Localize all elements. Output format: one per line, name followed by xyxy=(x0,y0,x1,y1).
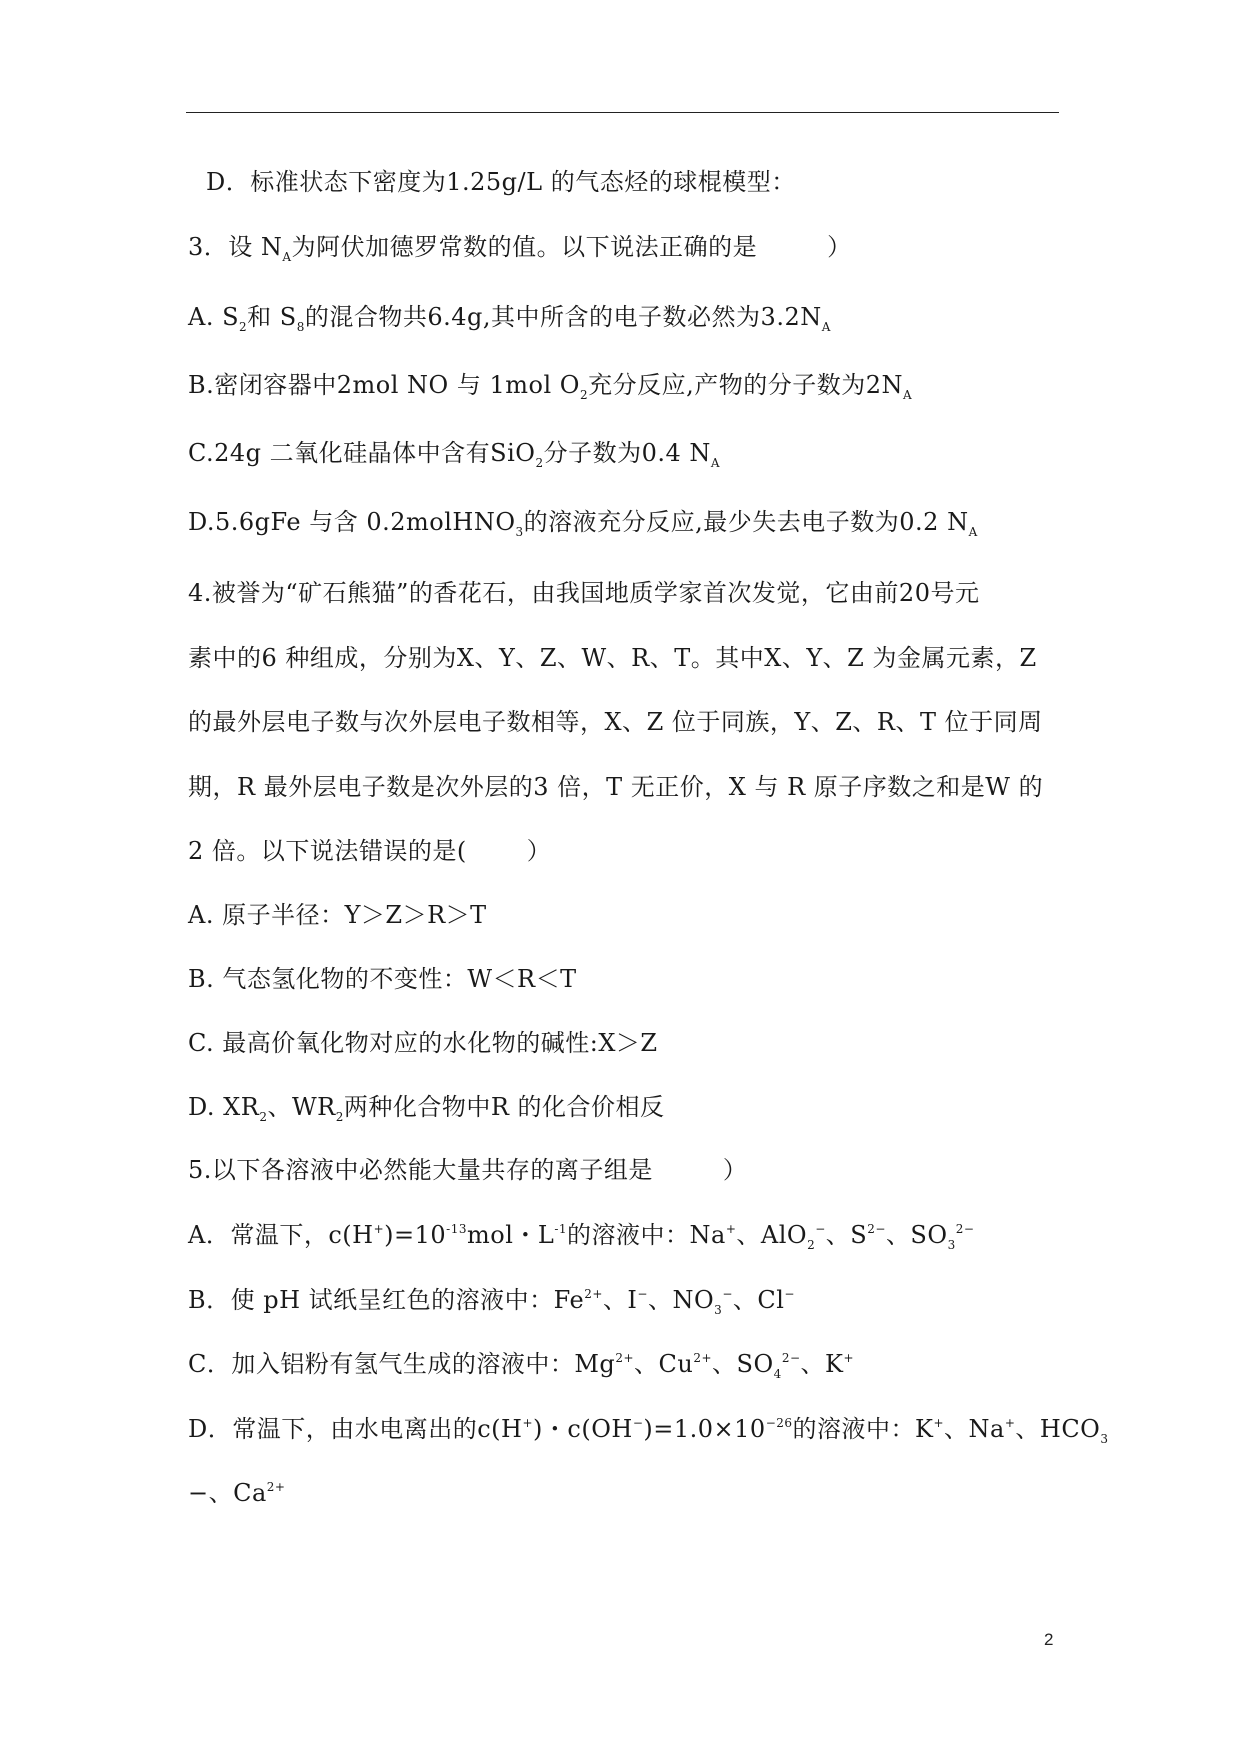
q4-d-s3: 2 xyxy=(335,1110,344,1124)
q4-option-b xyxy=(188,962,577,996)
q5-d1-p5: −26 xyxy=(765,1416,793,1430)
q5-a-t4: mol・L xyxy=(466,1221,555,1249)
q5-a-t6: 的溶液中：Na xyxy=(567,1221,726,1249)
q3-d-t2: 的溶液充分反应,最少失去电子数为0.2 N xyxy=(523,508,969,536)
q5-a-p1: + xyxy=(373,1222,385,1236)
q4-line-1 xyxy=(188,576,979,610)
q5-a-t13: 、SO xyxy=(885,1221,948,1249)
q5-a-s14: 3 xyxy=(947,1238,956,1252)
q4-l1-text: 4.被誉为“矿石熊猫”的香花石，由我国地质学家首次发觉，它由前20号元 xyxy=(188,579,980,607)
q5-c-s5: 4 xyxy=(773,1367,782,1381)
q5-d1-p1: + xyxy=(522,1416,534,1430)
q5-b-p6: − xyxy=(722,1287,733,1301)
q5-b-s5: 3 xyxy=(714,1303,723,1317)
q3-d-s3: A xyxy=(968,525,978,539)
q5-option-d-line-2 xyxy=(188,1476,285,1510)
q4-option-d xyxy=(188,1090,665,1124)
q5-a-p15: 2− xyxy=(955,1222,975,1236)
q3-option-c xyxy=(188,436,720,470)
q4-option-c xyxy=(188,1026,658,1060)
q5-stem-pre: 5.以下各溶液中必然能大量共存的离子组是 xyxy=(188,1156,653,1184)
header-rule xyxy=(186,112,1059,113)
q4-l2-text: 素中的6 种组成，分别为X、Y、Z、W、R、T。其中X、Y、Z 为金属元素，Z xyxy=(188,644,1037,672)
q5-b-p8: − xyxy=(784,1287,795,1301)
q5-a-p12: 2− xyxy=(867,1222,886,1236)
q2-option-d-text: D．标准状态下密度为1.25g/L 的气态烃的球棍模型： xyxy=(206,168,796,196)
q5-a-p3: -13 xyxy=(446,1222,467,1236)
q5-b-t0: B．使 pH 试纸呈红色的溶液中：Fe xyxy=(188,1286,585,1314)
q2-option-d xyxy=(206,165,796,199)
q5-b-t7: 、Cl xyxy=(732,1286,785,1314)
q3-d-t0: D.5.6gFe 与含 0.2molHNO xyxy=(188,508,516,536)
q4-d-t4: 两种化合物中R 的化合价相反 xyxy=(343,1093,665,1121)
q5-c-t0: C．加入铝粉有氢气生成的溶液中：Mg xyxy=(188,1350,616,1378)
q5-a-t8: 、AlO xyxy=(736,1221,808,1249)
q4-b-text: B. 气态氢化物的不变性：W＜R＜T xyxy=(188,965,577,993)
q5-c-t7: 、K xyxy=(800,1350,844,1378)
q3-a-t2: 和 S xyxy=(247,303,297,331)
q4-option-a xyxy=(188,898,487,932)
q5-stem xyxy=(188,1153,747,1187)
q3-a-s5: A xyxy=(821,320,831,334)
q3-a-s1: 2 xyxy=(239,320,248,334)
q5-d1-p3: − xyxy=(632,1416,644,1430)
q5-a-t0: A．常温下，c(H xyxy=(188,1221,374,1249)
q5-d1-t10: 、HCO xyxy=(1015,1415,1101,1443)
q5-a-t11: 、S xyxy=(825,1221,868,1249)
q5-d1-t6: 的溶液中：K xyxy=(792,1415,934,1443)
q5-d2-t0: −、Ca xyxy=(188,1479,267,1507)
q3-c-s1: 2 xyxy=(535,456,544,470)
q5-b-t4: 、NO xyxy=(647,1286,715,1314)
q5-c-p1: 2+ xyxy=(615,1351,635,1365)
q5-option-d-line-1 xyxy=(188,1412,1109,1446)
q4-d-s1: 2 xyxy=(259,1110,268,1124)
q3-option-d xyxy=(188,505,978,539)
q4-d-t2: 、WR xyxy=(267,1093,336,1121)
q5-b-p3: − xyxy=(637,1287,648,1301)
q3-stem-paren: ） xyxy=(827,233,852,261)
q5-stem-paren: ） xyxy=(722,1156,748,1184)
page-number: 2 xyxy=(1044,1630,1054,1649)
q5-d1-t0: D．常温下，由水电离出的c(H xyxy=(188,1415,523,1443)
q4-line-5 xyxy=(188,834,551,868)
q5-d1-p7: + xyxy=(933,1416,945,1430)
q5-b-p1: 2+ xyxy=(584,1287,603,1301)
q5-d1-p9: + xyxy=(1004,1416,1016,1430)
q3-b-s1: 2 xyxy=(579,388,589,402)
q3-b-t0: B.密闭容器中2mol NO 与 1mol O xyxy=(188,371,580,399)
q4-l3-text: 的最外层电子数与次外层电子数相等，X、Z 位于同族，Y、Z、R、T 位于同周 xyxy=(188,708,1043,736)
q5-option-c xyxy=(188,1347,854,1381)
q4-line-3 xyxy=(188,705,1043,739)
q5-d1-t8: 、Na xyxy=(944,1415,1005,1443)
q5-d1-t2: )・c(OH xyxy=(533,1415,633,1443)
q4-c-text: C. 最高价氧化物对应的水化物的碱性:X＞Z xyxy=(188,1029,658,1057)
q5-a-p7: + xyxy=(725,1222,737,1236)
q3-b-t2: 充分反应,产物的分子数为2N xyxy=(588,371,903,399)
q4-a-text: A. 原子半径：Y＞Z＞R＞T xyxy=(188,901,487,929)
q5-d2-p1: 2+ xyxy=(266,1480,286,1494)
q5-a-t2: )=10 xyxy=(384,1221,447,1249)
q4-d-t0: D. XR xyxy=(188,1093,260,1121)
q5-c-p3: 2+ xyxy=(693,1351,713,1365)
q3-d-s1: 3 xyxy=(515,525,524,539)
q5-option-b xyxy=(188,1283,795,1317)
q3-b-s3: A xyxy=(902,388,913,402)
q5-a-p5: -1 xyxy=(554,1222,568,1236)
q5-a-p10: − xyxy=(815,1222,826,1236)
q5-c-t2: 、Cu xyxy=(634,1350,694,1378)
q3-a-s3: 8 xyxy=(296,320,305,334)
q3-stem-post: 为阿伏加德罗常数的值。以下说法正确的是 xyxy=(291,233,758,261)
q5-d1-t4: )=1.0×10 xyxy=(643,1415,766,1443)
q3-a-t0: A. S xyxy=(188,303,240,331)
q3-option-a xyxy=(188,300,831,334)
q3-c-t0: C.24g 二氧化硅晶体中含有SiO xyxy=(188,439,536,467)
q4-line-4 xyxy=(188,770,1043,804)
q5-c-p6: 2− xyxy=(781,1351,801,1365)
q3-stem-pre: 3．设 N xyxy=(188,233,283,261)
q4-l5-paren: ） xyxy=(526,837,552,865)
q3-a-t4: 的混合物共6.4g,其中所含的电子数必然为3.2N xyxy=(304,303,822,331)
q4-l4-text: 期，R 最外层电子数是次外层的3 倍，T 无正价，X 与 R 原子序数之和是W 的 xyxy=(188,773,1044,801)
q5-a-s9: 2 xyxy=(807,1238,816,1252)
q5-b-t2: 、I xyxy=(602,1286,638,1314)
q3-option-b xyxy=(188,368,912,402)
q4-l5-pre: 2 倍。以下说法错误的是( xyxy=(188,837,467,865)
q4-line-2 xyxy=(188,641,1037,675)
q3-c-t2: 分子数为0.4 N xyxy=(543,439,711,467)
q5-d1-s11: 3 xyxy=(1100,1432,1109,1446)
q3-stem-sub: A xyxy=(282,250,292,264)
q3-stem xyxy=(188,230,852,264)
q5-option-a xyxy=(188,1218,974,1252)
q5-c-t4: 、SO xyxy=(712,1350,774,1378)
q5-c-p8: + xyxy=(843,1351,855,1365)
q3-c-s3: A xyxy=(710,456,721,470)
